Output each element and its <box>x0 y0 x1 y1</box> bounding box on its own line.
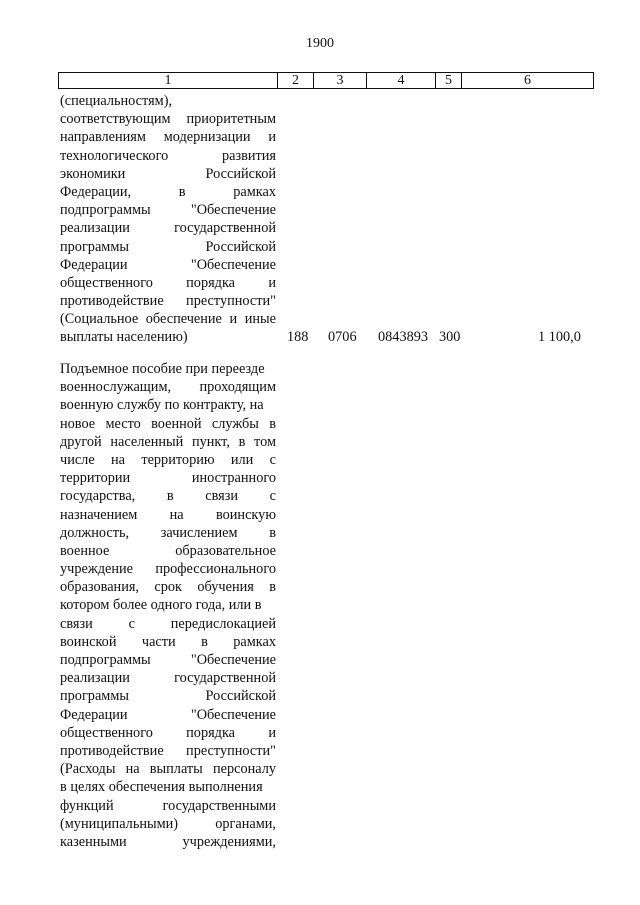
entry-1-line: Федерации "Обеспечение <box>60 256 276 273</box>
entry-2-line: реализации государственной <box>60 670 276 687</box>
entry-2-line: (муниципальными) органами, <box>60 815 276 832</box>
entry-2-line: учреждение профессионального <box>60 561 276 578</box>
entry-1-description <box>60 92 276 347</box>
column-header-6: 6 <box>524 73 531 88</box>
entry-2-line: подпрограммы "Обеспечение <box>60 652 276 668</box>
entry-2-line: военную службу по контракту, на <box>60 397 264 414</box>
entry-2-line: (Расходы на выплаты персоналу <box>60 761 276 778</box>
entry-1-line: выплаты населению) <box>60 329 188 346</box>
entry-2-line: функций государственными <box>60 797 276 814</box>
entry-2-line: Подъемное пособие при переезде <box>60 361 265 377</box>
column-header-5: 5 <box>436 73 462 88</box>
entry-1-line: экономики Российской <box>60 165 276 182</box>
entry-2-line: программы Российской <box>60 688 276 705</box>
entry-2-line: военнослужащим, проходящим <box>60 379 276 396</box>
column-header-2: 2 <box>278 73 314 88</box>
entry-1-line: программы Российской <box>60 238 276 255</box>
column-header-1: 1 <box>59 73 278 88</box>
entry-1-line: (специальностям), <box>60 93 173 109</box>
entry-2-line: другой населенный пункт, в том <box>60 433 276 450</box>
column-header-3: 3 <box>314 73 367 88</box>
entry-2-line: Федерации "Обеспечение <box>60 706 276 723</box>
entry-2-line: новое место военной службы в <box>60 415 276 432</box>
entry-2-line: образования, срок обучения в <box>60 579 276 596</box>
entry-1-line: Федерации, в рамках <box>60 183 276 200</box>
entry-2-line: противодействие преступности" <box>60 742 276 759</box>
entry-2-line: общественного порядка и <box>60 724 276 741</box>
entry-1-line: соответствующим приоритетным <box>60 111 276 128</box>
entry-1-line: подпрограммы "Обеспечение <box>60 202 276 219</box>
column-header-4: 4 <box>367 73 436 88</box>
table-header-row <box>58 72 594 89</box>
entry-2-line: должность, зачислением в <box>60 524 276 541</box>
entry-2-line: числе на территорию или с <box>60 451 276 468</box>
entry-2-line: связи с передислокацией <box>60 615 276 632</box>
entry-2-line: государства, в связи с <box>60 488 276 505</box>
entry-1-line: (Социальное обеспечение и иные <box>60 311 276 328</box>
entry-1-amount: 1 100,0 <box>538 329 581 345</box>
entry-1-target-code: 0843893 <box>378 329 429 345</box>
entry-2-line: казенными учреждениями, <box>60 833 276 850</box>
entry-2-line: воинской части в рамках <box>60 633 276 650</box>
entry-1-line: технологического развития <box>60 147 276 164</box>
entry-2-line: территории иностранного <box>60 470 276 487</box>
entry-2-description <box>60 360 276 851</box>
entry-1-line: общественного порядка и <box>60 274 276 291</box>
page-number: 1900 <box>306 36 334 51</box>
entry-2-line: назначением на воинскую <box>60 506 276 523</box>
entry-1-line: противодействие преступности" <box>60 293 276 310</box>
entry-1-line: реализации государственной <box>60 220 276 237</box>
entry-1-line: направлениям модернизации и <box>60 129 276 146</box>
entry-2-line: в целях обеспечения выполнения <box>60 779 263 796</box>
entry-1-expense-type: 300 <box>439 329 461 345</box>
entry-2-line: военное образовательное <box>60 542 276 559</box>
entry-1-ministry-code: 188 <box>287 329 309 345</box>
entry-1-section-code: 0706 <box>328 329 357 345</box>
entry-2-line: котором более одного года, или в <box>60 597 262 614</box>
